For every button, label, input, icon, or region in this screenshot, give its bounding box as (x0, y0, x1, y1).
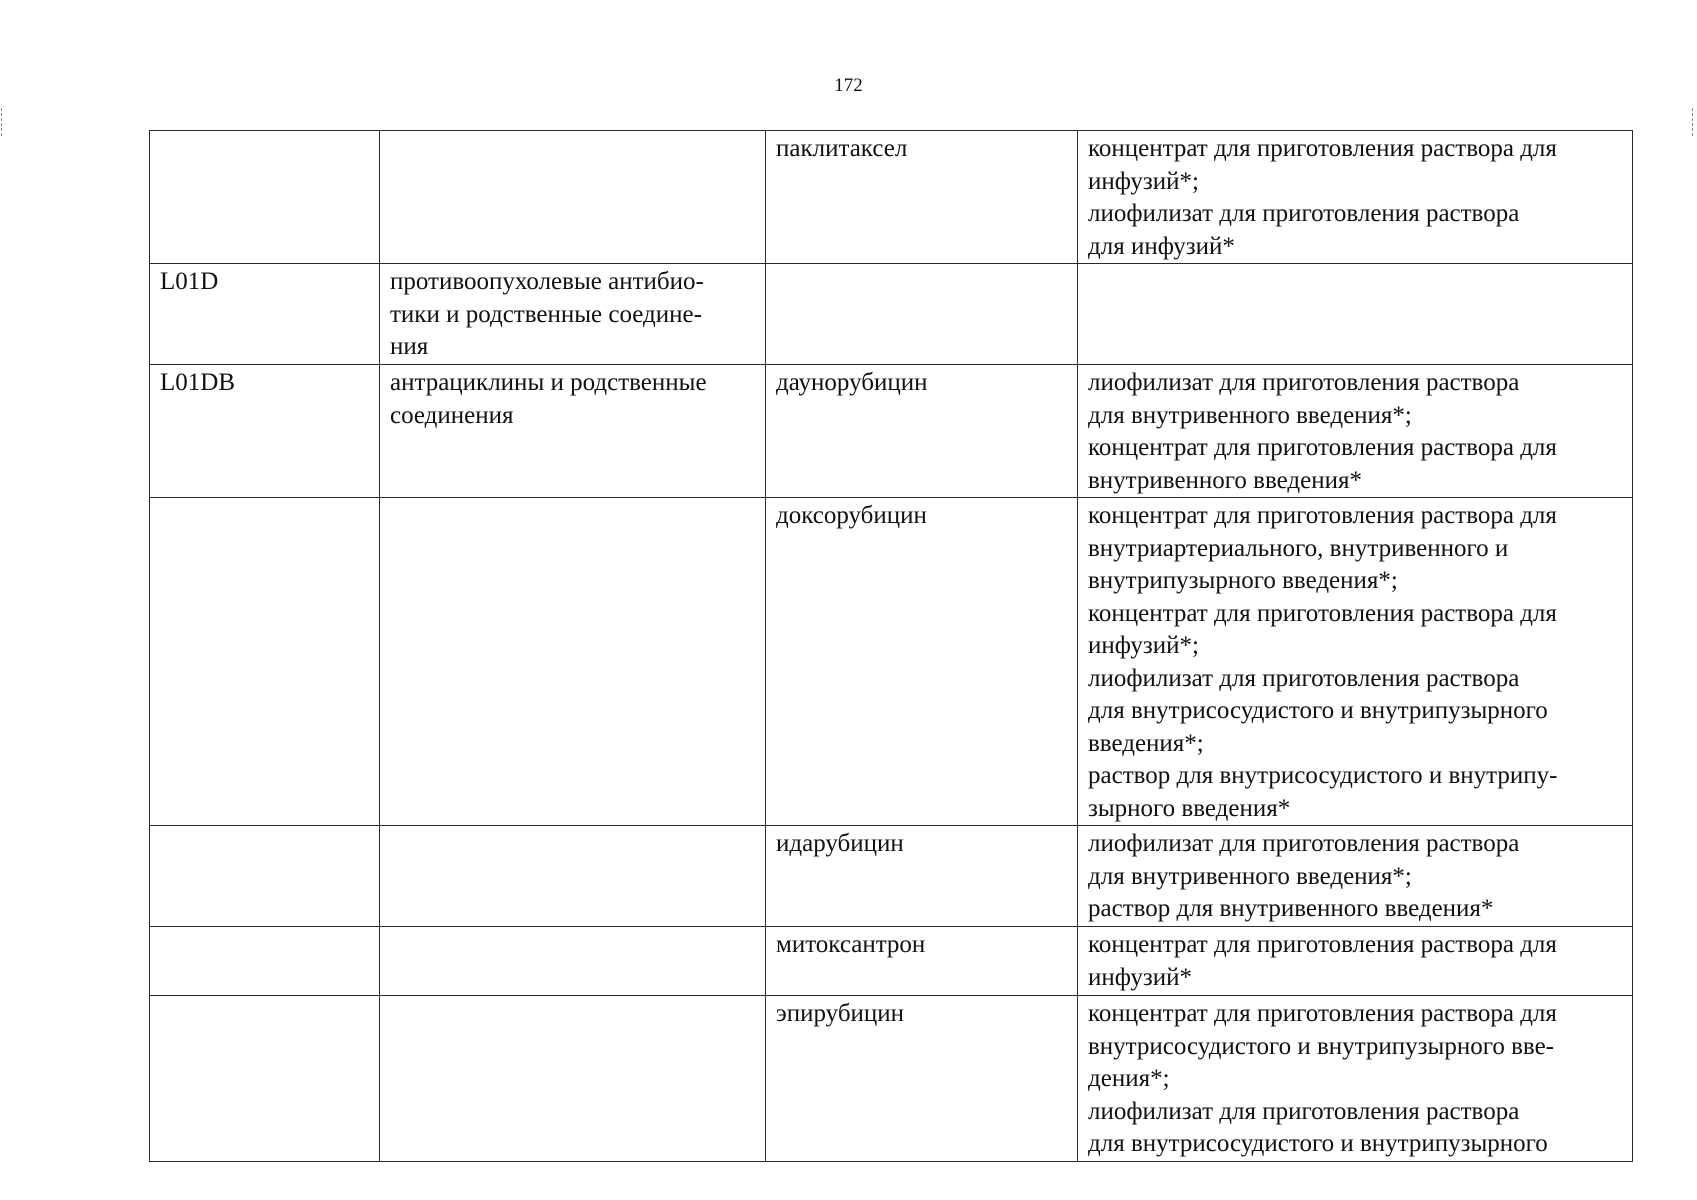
dosage-forms-cell (1078, 264, 1633, 365)
drug-name-cell: даунорубицин (766, 365, 1078, 498)
dosage-forms-cell: лиофилизат для приготовления раствора для внутривенного введения*; раствор для внутривенного введения* (1078, 826, 1633, 927)
group-name-cell (380, 996, 766, 1162)
atc-code-cell: L01DB (150, 365, 380, 498)
table-row (150, 365, 1633, 498)
drug-name-cell: идарубицин (766, 826, 1078, 927)
drug-name-cell (766, 264, 1078, 365)
atc-code-cell (150, 498, 380, 826)
dosage-forms-cell: концентрат для приготовления раствора для инфузий* (1078, 927, 1633, 996)
group-name-cell (380, 131, 766, 264)
drug-name-cell: доксорубицин (766, 498, 1078, 826)
dosage-forms-cell: концентрат для приготовления раствора для внутриартериального, внутривенного и внутрипузырного введения*; концентрат для приготовления раствора для инфузий*; лиофилизат для приготовления раствора для внутрисосудистого и внутрипузырного введения*; раствор для внутрисосудистого и внутрипу- зырного введения* (1078, 498, 1633, 826)
drug-name-cell: эпирубицин (766, 996, 1078, 1162)
drug-name-cell: митоксантрон (766, 927, 1078, 996)
group-name-cell (380, 498, 766, 826)
medication-table (149, 130, 1633, 1162)
table-row (150, 826, 1633, 927)
group-name-cell: антрациклины и родственные соединения (380, 365, 766, 498)
atc-code-cell (150, 131, 380, 264)
atc-code-cell (150, 826, 380, 927)
page-number: 172 (834, 75, 863, 96)
table-row (150, 927, 1633, 996)
scan-edge-mark-left (1, 108, 3, 136)
scan-edge-mark-right (1692, 108, 1694, 136)
dosage-forms-cell: лиофилизат для приготовления раствора для внутривенного введения*; концентрат для приготовления раствора для внутривенного введения* (1078, 365, 1633, 498)
table-row (150, 264, 1633, 365)
table-row (150, 996, 1633, 1162)
atc-code-cell: L01D (150, 264, 380, 365)
atc-code-cell (150, 927, 380, 996)
group-name-cell (380, 927, 766, 996)
dosage-forms-cell: концентрат для приготовления раствора для инфузий*; лиофилизат для приготовления раствора для инфузий* (1078, 131, 1633, 264)
group-name-cell: противоопухолевые антибио- тики и родственные соедине- ния (380, 264, 766, 365)
group-name-cell (380, 826, 766, 927)
atc-code-cell (150, 996, 380, 1162)
drug-name-cell: паклитаксел (766, 131, 1078, 264)
table-row (150, 131, 1633, 264)
dosage-forms-cell: концентрат для приготовления раствора для внутрисосудистого и внутрипузырного вве- дения*; лиофилизат для приготовления раствора для внутрисосудистого и внутрипузырного (1078, 996, 1633, 1162)
table-row (150, 498, 1633, 826)
